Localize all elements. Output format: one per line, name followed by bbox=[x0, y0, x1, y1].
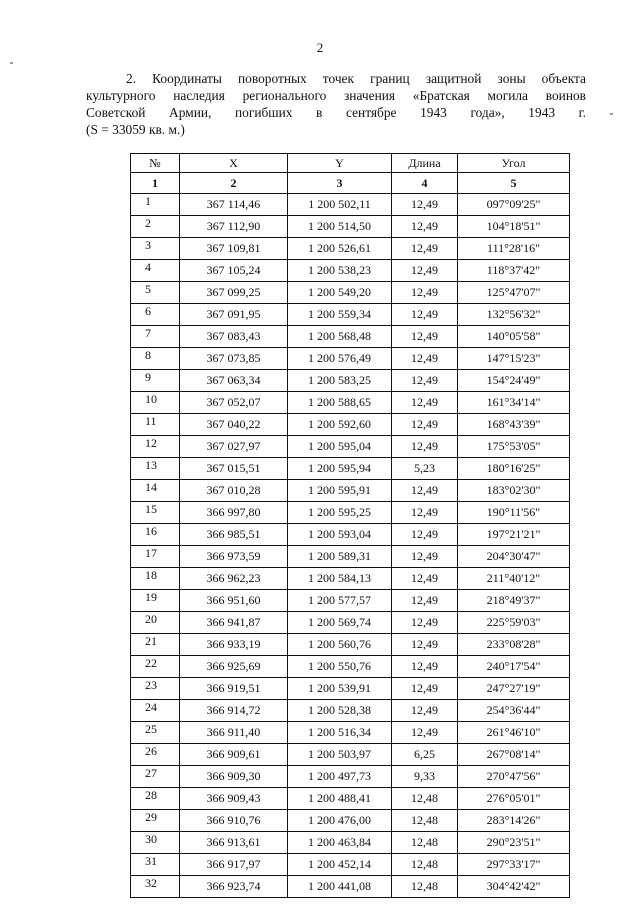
point-number-cell: 32 bbox=[131, 876, 180, 898]
angle-cell: 132°56'32" bbox=[458, 304, 570, 326]
table-row bbox=[131, 678, 570, 700]
angle-cell: 111°28'16" bbox=[458, 238, 570, 260]
length-cell: 12,49 bbox=[392, 678, 458, 700]
x-coordinate-cell: 367 109,81 bbox=[180, 238, 288, 260]
angle-cell: 304°42'42" bbox=[458, 876, 570, 898]
table-header-row bbox=[131, 154, 570, 173]
length-cell: 12,49 bbox=[392, 656, 458, 678]
x-coordinate-cell: 366 919,51 bbox=[180, 678, 288, 700]
length-cell: 12,49 bbox=[392, 392, 458, 414]
x-coordinate-cell: 366 962,23 bbox=[180, 568, 288, 590]
table-row bbox=[131, 788, 570, 810]
x-coordinate-cell: 366 909,43 bbox=[180, 788, 288, 810]
column-number-row bbox=[131, 173, 570, 194]
angle-cell: 233°08'28" bbox=[458, 634, 570, 656]
angle-cell: 254°36'44" bbox=[458, 700, 570, 722]
point-number-cell: 30 bbox=[131, 832, 180, 854]
table-row bbox=[131, 832, 570, 854]
angle-cell: 183°02'30" bbox=[458, 480, 570, 502]
column-header: Y bbox=[288, 154, 392, 173]
point-number-cell: 9 bbox=[131, 370, 180, 392]
angle-cell: 211°40'12" bbox=[458, 568, 570, 590]
y-coordinate-cell: 1 200 589,31 bbox=[288, 546, 392, 568]
point-number-cell: 21 bbox=[131, 634, 180, 656]
table-row bbox=[131, 326, 570, 348]
point-number-cell: 11 bbox=[131, 414, 180, 436]
table-row bbox=[131, 458, 570, 480]
angle-cell: 168°43'39" bbox=[458, 414, 570, 436]
angle-cell: 175°53'05" bbox=[458, 436, 570, 458]
point-number-cell: 23 bbox=[131, 678, 180, 700]
column-header: Длина bbox=[392, 154, 458, 173]
x-coordinate-cell: 366 909,61 bbox=[180, 744, 288, 766]
x-coordinate-cell: 366 914,72 bbox=[180, 700, 288, 722]
table-row bbox=[131, 414, 570, 436]
column-header: Угол bbox=[458, 154, 570, 173]
length-cell: 12,49 bbox=[392, 238, 458, 260]
point-number-cell: 10 bbox=[131, 392, 180, 414]
x-coordinate-cell: 366 923,74 bbox=[180, 876, 288, 898]
y-coordinate-cell: 1 200 452,14 bbox=[288, 854, 392, 876]
y-coordinate-cell: 1 200 441,08 bbox=[288, 876, 392, 898]
table-row bbox=[131, 722, 570, 744]
table-row bbox=[131, 282, 570, 304]
point-number-cell: 19 bbox=[131, 590, 180, 612]
length-cell: 12,49 bbox=[392, 700, 458, 722]
length-cell: 9,33 bbox=[392, 766, 458, 788]
length-cell: 12,49 bbox=[392, 436, 458, 458]
table-row bbox=[131, 634, 570, 656]
table-row bbox=[131, 854, 570, 876]
point-number-cell: 24 bbox=[131, 700, 180, 722]
scan-speck bbox=[10, 62, 13, 64]
table-row bbox=[131, 260, 570, 282]
x-coordinate-cell: 367 052,07 bbox=[180, 392, 288, 414]
angle-cell: 197°21'21" bbox=[458, 524, 570, 546]
table-row bbox=[131, 590, 570, 612]
point-number-cell: 13 bbox=[131, 458, 180, 480]
y-coordinate-cell: 1 200 502,11 bbox=[288, 194, 392, 216]
length-cell: 12,48 bbox=[392, 876, 458, 898]
y-coordinate-cell: 1 200 526,61 bbox=[288, 238, 392, 260]
angle-cell: 147°15'23" bbox=[458, 348, 570, 370]
table-row bbox=[131, 370, 570, 392]
point-number-cell: 28 bbox=[131, 788, 180, 810]
length-cell: 12,49 bbox=[392, 282, 458, 304]
angle-cell: 267°08'14" bbox=[458, 744, 570, 766]
length-cell: 12,49 bbox=[392, 590, 458, 612]
y-coordinate-cell: 1 200 497,73 bbox=[288, 766, 392, 788]
angle-cell: 270°47'56" bbox=[458, 766, 570, 788]
y-coordinate-cell: 1 200 538,23 bbox=[288, 260, 392, 282]
point-number-cell: 2 bbox=[131, 216, 180, 238]
angle-cell: 204°30'47" bbox=[458, 546, 570, 568]
scan-speck bbox=[610, 113, 613, 115]
x-coordinate-cell: 366 911,40 bbox=[180, 722, 288, 744]
y-coordinate-cell: 1 200 583,25 bbox=[288, 370, 392, 392]
length-cell: 12,49 bbox=[392, 304, 458, 326]
angle-cell: 180°16'25" bbox=[458, 458, 570, 480]
length-cell: 12,49 bbox=[392, 634, 458, 656]
table-row bbox=[131, 480, 570, 502]
point-number-cell: 20 bbox=[131, 612, 180, 634]
x-coordinate-cell: 366 973,59 bbox=[180, 546, 288, 568]
y-coordinate-cell: 1 200 595,91 bbox=[288, 480, 392, 502]
x-coordinate-cell: 366 913,61 bbox=[180, 832, 288, 854]
section-heading bbox=[86, 70, 586, 138]
point-number-cell: 16 bbox=[131, 524, 180, 546]
angle-cell: 125°47'07" bbox=[458, 282, 570, 304]
x-coordinate-cell: 366 910,76 bbox=[180, 810, 288, 832]
column-number: 3 bbox=[288, 173, 392, 194]
table-row bbox=[131, 524, 570, 546]
angle-cell: 297°33'17" bbox=[458, 854, 570, 876]
y-coordinate-cell: 1 200 488,41 bbox=[288, 788, 392, 810]
length-cell: 12,48 bbox=[392, 854, 458, 876]
y-coordinate-cell: 1 200 588,65 bbox=[288, 392, 392, 414]
length-cell: 12,49 bbox=[392, 546, 458, 568]
point-number-cell: 7 bbox=[131, 326, 180, 348]
table-row bbox=[131, 744, 570, 766]
angle-cell: 218°49'37" bbox=[458, 590, 570, 612]
angle-cell: 283°14'26" bbox=[458, 810, 570, 832]
y-coordinate-cell: 1 200 569,74 bbox=[288, 612, 392, 634]
table-row bbox=[131, 436, 570, 458]
length-cell: 5,23 bbox=[392, 458, 458, 480]
x-coordinate-cell: 367 040,22 bbox=[180, 414, 288, 436]
length-cell: 12,49 bbox=[392, 326, 458, 348]
table-row bbox=[131, 194, 570, 216]
angle-cell: 247°27'19" bbox=[458, 678, 570, 700]
y-coordinate-cell: 1 200 568,48 bbox=[288, 326, 392, 348]
table-row bbox=[131, 304, 570, 326]
table-row bbox=[131, 656, 570, 678]
x-coordinate-cell: 366 933,19 bbox=[180, 634, 288, 656]
x-coordinate-cell: 366 941,87 bbox=[180, 612, 288, 634]
y-coordinate-cell: 1 200 559,34 bbox=[288, 304, 392, 326]
table-row bbox=[131, 568, 570, 590]
x-coordinate-cell: 367 015,51 bbox=[180, 458, 288, 480]
angle-cell: 154°24'49" bbox=[458, 370, 570, 392]
point-number-cell: 5 bbox=[131, 282, 180, 304]
x-coordinate-cell: 366 985,51 bbox=[180, 524, 288, 546]
table-row bbox=[131, 348, 570, 370]
point-number-cell: 31 bbox=[131, 854, 180, 876]
length-cell: 12,48 bbox=[392, 832, 458, 854]
point-number-cell: 8 bbox=[131, 348, 180, 370]
heading-line: 2. Координаты поворотных точек границ защитной зоны объекта bbox=[126, 71, 586, 86]
point-number-cell: 17 bbox=[131, 546, 180, 568]
angle-cell: 140°05'58" bbox=[458, 326, 570, 348]
angle-cell: 161°34'14" bbox=[458, 392, 570, 414]
x-coordinate-cell: 367 027,97 bbox=[180, 436, 288, 458]
table-row bbox=[131, 238, 570, 260]
y-coordinate-cell: 1 200 516,34 bbox=[288, 722, 392, 744]
y-coordinate-cell: 1 200 584,13 bbox=[288, 568, 392, 590]
table-row bbox=[131, 502, 570, 524]
table-row bbox=[131, 392, 570, 414]
table-row bbox=[131, 810, 570, 832]
y-coordinate-cell: 1 200 549,20 bbox=[288, 282, 392, 304]
length-cell: 12,49 bbox=[392, 480, 458, 502]
length-cell: 12,48 bbox=[392, 788, 458, 810]
table-row bbox=[131, 216, 570, 238]
angle-cell: 225°59'03" bbox=[458, 612, 570, 634]
point-number-cell: 26 bbox=[131, 744, 180, 766]
y-coordinate-cell: 1 200 595,94 bbox=[288, 458, 392, 480]
x-coordinate-cell: 366 997,80 bbox=[180, 502, 288, 524]
point-number-cell: 1 bbox=[131, 194, 180, 216]
point-number-cell: 4 bbox=[131, 260, 180, 282]
length-cell: 12,49 bbox=[392, 216, 458, 238]
y-coordinate-cell: 1 200 576,49 bbox=[288, 348, 392, 370]
y-coordinate-cell: 1 200 593,04 bbox=[288, 524, 392, 546]
x-coordinate-cell: 366 925,69 bbox=[180, 656, 288, 678]
y-coordinate-cell: 1 200 595,25 bbox=[288, 502, 392, 524]
column-number: 1 bbox=[131, 173, 180, 194]
y-coordinate-cell: 1 200 592,60 bbox=[288, 414, 392, 436]
y-coordinate-cell: 1 200 560,76 bbox=[288, 634, 392, 656]
angle-cell: 240°17'54" bbox=[458, 656, 570, 678]
length-cell: 12,49 bbox=[392, 612, 458, 634]
length-cell: 12,49 bbox=[392, 722, 458, 744]
angle-cell: 118°37'42" bbox=[458, 260, 570, 282]
length-cell: 12,49 bbox=[392, 414, 458, 436]
x-coordinate-cell: 367 105,24 bbox=[180, 260, 288, 282]
length-cell: 6,25 bbox=[392, 744, 458, 766]
length-cell: 12,49 bbox=[392, 370, 458, 392]
y-coordinate-cell: 1 200 550,76 bbox=[288, 656, 392, 678]
y-coordinate-cell: 1 200 503,97 bbox=[288, 744, 392, 766]
x-coordinate-cell: 367 114,46 bbox=[180, 194, 288, 216]
point-number-cell: 15 bbox=[131, 502, 180, 524]
x-coordinate-cell: 367 073,85 bbox=[180, 348, 288, 370]
point-number-cell: 6 bbox=[131, 304, 180, 326]
y-coordinate-cell: 1 200 528,38 bbox=[288, 700, 392, 722]
table-row bbox=[131, 612, 570, 634]
y-coordinate-cell: 1 200 463,84 bbox=[288, 832, 392, 854]
angle-cell: 190°11'56" bbox=[458, 502, 570, 524]
angle-cell: 097°09'25" bbox=[458, 194, 570, 216]
column-number: 2 bbox=[180, 173, 288, 194]
length-cell: 12,49 bbox=[392, 502, 458, 524]
point-number-cell: 18 bbox=[131, 568, 180, 590]
column-number: 4 bbox=[392, 173, 458, 194]
heading-line: культурного наследия регионального значения «Братская могила воинов bbox=[86, 88, 586, 103]
length-cell: 12,49 bbox=[392, 260, 458, 282]
coordinates-table bbox=[130, 153, 570, 898]
point-number-cell: 12 bbox=[131, 436, 180, 458]
angle-cell: 261°46'10" bbox=[458, 722, 570, 744]
column-header: № bbox=[131, 154, 180, 173]
length-cell: 12,49 bbox=[392, 194, 458, 216]
table-row bbox=[131, 766, 570, 788]
angle-cell: 276°05'01" bbox=[458, 788, 570, 810]
length-cell: 12,48 bbox=[392, 810, 458, 832]
y-coordinate-cell: 1 200 514,50 bbox=[288, 216, 392, 238]
column-number: 5 bbox=[458, 173, 570, 194]
x-coordinate-cell: 367 112,90 bbox=[180, 216, 288, 238]
point-number-cell: 27 bbox=[131, 766, 180, 788]
heading-line: (S = 33059 кв. м.) bbox=[86, 122, 185, 137]
x-coordinate-cell: 366 917,97 bbox=[180, 854, 288, 876]
x-coordinate-cell: 367 083,43 bbox=[180, 326, 288, 348]
table-row bbox=[131, 876, 570, 898]
column-header: X bbox=[180, 154, 288, 173]
y-coordinate-cell: 1 200 539,91 bbox=[288, 678, 392, 700]
length-cell: 12,49 bbox=[392, 568, 458, 590]
y-coordinate-cell: 1 200 577,57 bbox=[288, 590, 392, 612]
y-coordinate-cell: 1 200 476,00 bbox=[288, 810, 392, 832]
table-row bbox=[131, 700, 570, 722]
y-coordinate-cell: 1 200 595,04 bbox=[288, 436, 392, 458]
x-coordinate-cell: 366 951,60 bbox=[180, 590, 288, 612]
length-cell: 12,49 bbox=[392, 524, 458, 546]
heading-line: Советской Армии, погибших в сентябре 1943 года», 1943 г. bbox=[86, 105, 586, 120]
point-number-cell: 22 bbox=[131, 656, 180, 678]
x-coordinate-cell: 367 099,25 bbox=[180, 282, 288, 304]
x-coordinate-cell: 366 909,30 bbox=[180, 766, 288, 788]
table-row bbox=[131, 546, 570, 568]
point-number-cell: 14 bbox=[131, 480, 180, 502]
page-number: 2 bbox=[316, 40, 324, 55]
x-coordinate-cell: 367 091,95 bbox=[180, 304, 288, 326]
point-number-cell: 29 bbox=[131, 810, 180, 832]
point-number-cell: 25 bbox=[131, 722, 180, 744]
length-cell: 12,49 bbox=[392, 348, 458, 370]
x-coordinate-cell: 367 010,28 bbox=[180, 480, 288, 502]
x-coordinate-cell: 367 063,34 bbox=[180, 370, 288, 392]
angle-cell: 104°18'51" bbox=[458, 216, 570, 238]
angle-cell: 290°23'51" bbox=[458, 832, 570, 854]
point-number-cell: 3 bbox=[131, 238, 180, 260]
